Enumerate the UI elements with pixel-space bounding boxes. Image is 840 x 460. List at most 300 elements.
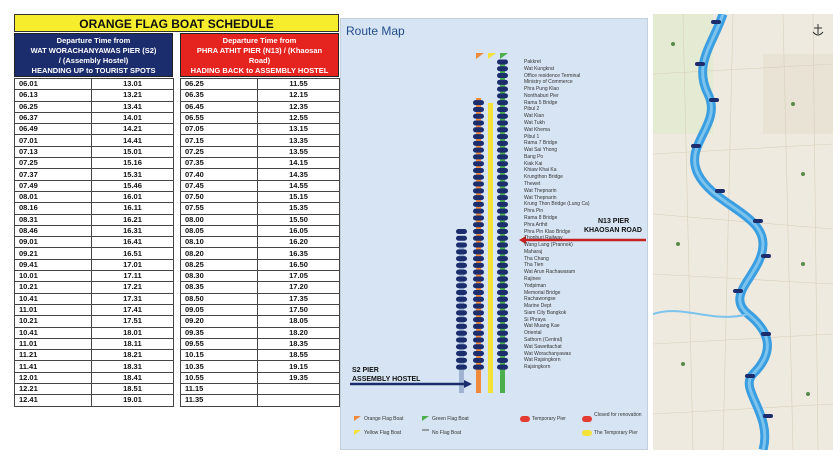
stop-marker xyxy=(497,148,508,153)
stop-marker xyxy=(497,141,508,146)
departure-time-early: 11.01 xyxy=(15,338,92,349)
departure-time-late: 18.31 xyxy=(92,361,174,372)
stop-marker xyxy=(473,283,484,288)
departure-time-early: 08.30 xyxy=(181,271,258,282)
legend-closed: Closed for renovation xyxy=(594,412,642,418)
legend-temp-pier: Temporary Pier xyxy=(532,416,566,422)
schedule-row xyxy=(15,214,174,225)
departure-time-early: 07.40 xyxy=(181,169,258,180)
stop-marker xyxy=(473,215,484,220)
left-header-line: / (Assembly Hostel) xyxy=(58,56,129,65)
departure-time-early: 08.50 xyxy=(181,293,258,304)
stop-marker xyxy=(473,100,484,105)
schedule-row xyxy=(181,338,340,349)
stop-marker xyxy=(497,283,508,288)
stop-marker xyxy=(456,344,467,349)
stop-marker xyxy=(473,229,484,234)
departure-time-late: 15.50 xyxy=(258,214,340,225)
stop-marker xyxy=(473,290,484,295)
schedule-row xyxy=(181,350,340,361)
stop-label: Wat Kian xyxy=(524,113,545,120)
departure-time-early: 12.01 xyxy=(15,372,92,383)
departure-time-late: 18.35 xyxy=(258,338,340,349)
route-lines xyxy=(340,18,648,450)
stop-label: Wat Khema xyxy=(524,126,550,133)
stop-label: Wat Rajsingkorn xyxy=(524,357,561,364)
stop-label: Kiak Kai xyxy=(524,160,543,167)
stop-label: Rama 5 Bridge xyxy=(524,99,558,106)
stop-marker xyxy=(473,154,484,159)
stop-label: Thonburi Railway xyxy=(524,235,563,242)
schedule-row xyxy=(15,316,174,327)
departure-time-early: 07.37 xyxy=(15,169,92,180)
schedule-row xyxy=(15,79,174,90)
stop-label: Oriental xyxy=(524,330,542,337)
stop-label: Wat Thepnarin xyxy=(524,194,557,201)
stop-label: Pibul 1 xyxy=(524,133,540,140)
departure-time-late: 17.35 xyxy=(258,293,340,304)
stop-marker xyxy=(497,304,508,309)
left-header-line: HEANDING UP to TOURIST SPOTS xyxy=(31,66,156,75)
departure-time-late: 16.20 xyxy=(258,237,340,248)
stop-marker xyxy=(473,107,484,112)
stop-marker xyxy=(497,168,508,173)
schedule-row xyxy=(15,395,174,406)
stop-label: Khiaw Khai Ka xyxy=(524,167,557,174)
stop-marker xyxy=(456,249,467,254)
schedule-row xyxy=(15,271,174,282)
stop-marker xyxy=(473,195,484,200)
stop-label: Rajinee xyxy=(524,275,541,282)
stop-label: Sathorn (Central) xyxy=(524,336,563,343)
schedule-row xyxy=(15,248,174,259)
stop-label: Tha Chang xyxy=(524,255,549,262)
departure-time-late: 15.31 xyxy=(92,169,174,180)
s2-arrow-head xyxy=(464,380,472,388)
schedule-row xyxy=(15,225,174,236)
stop-marker xyxy=(473,297,484,302)
stop-label: Thewet xyxy=(524,181,541,188)
stop-marker xyxy=(497,121,508,126)
stop-marker xyxy=(497,202,508,207)
schedule-row xyxy=(181,90,340,101)
stop-label: Wang Lang (Prannok) xyxy=(524,242,573,249)
schedule-row xyxy=(15,135,174,146)
schedule-row xyxy=(181,259,340,270)
schedule-row xyxy=(181,282,340,293)
schedule-row xyxy=(181,384,340,395)
departure-time-late: 18.55 xyxy=(258,350,340,361)
legend-orange-flag-icon xyxy=(354,416,361,421)
s2-label: S2 PIER xyxy=(352,367,379,374)
departure-time-late: 18.41 xyxy=(92,372,174,383)
orange-flag-icon xyxy=(476,53,484,59)
departure-time-late: 13.55 xyxy=(258,146,340,157)
departure-time-early: 07.25 xyxy=(181,146,258,157)
departure-time-late: 13.21 xyxy=(92,90,174,101)
departure-time-late: 17.21 xyxy=(92,282,174,293)
departure-time-early: 07.13 xyxy=(15,146,92,157)
schedule-title: ORANGE FLAG BOAT SCHEDULE xyxy=(14,14,339,32)
city-map xyxy=(653,14,833,450)
legend-yellow-flag-icon xyxy=(354,430,361,435)
stop-marker xyxy=(497,127,508,132)
stop-marker xyxy=(456,256,467,261)
stop-marker xyxy=(473,127,484,132)
stop-label: Wat Sai Yhong xyxy=(524,147,558,154)
stop-marker xyxy=(497,324,508,329)
route-map-title: Route Map xyxy=(346,24,405,38)
schedule-row xyxy=(181,327,340,338)
stop-marker xyxy=(456,310,467,315)
stop-marker xyxy=(456,304,467,309)
departure-time-late: 17.51 xyxy=(92,316,174,327)
stop-marker xyxy=(456,351,467,356)
stop-marker xyxy=(456,297,467,302)
departure-time-early: 06.45 xyxy=(181,101,258,112)
stop-marker xyxy=(473,331,484,336)
departure-time-late xyxy=(258,384,340,395)
stop-label: Nonthaburi Pier xyxy=(524,92,559,99)
stop-marker xyxy=(473,134,484,139)
departure-time-late: 17.20 xyxy=(258,282,340,293)
stop-label: Wat Worachanyawas xyxy=(524,350,571,357)
departure-time-late: 14.55 xyxy=(258,180,340,191)
stop-marker xyxy=(456,358,467,363)
departure-time-early: 10.21 xyxy=(15,282,92,293)
stop-marker xyxy=(473,175,484,180)
stop-marker xyxy=(497,297,508,302)
departure-time-early: 11.35 xyxy=(181,395,258,406)
stop-marker xyxy=(497,182,508,187)
green-flag-icon xyxy=(500,53,508,59)
right-column-header xyxy=(180,33,339,77)
schedule-row xyxy=(15,146,174,157)
stop-label: Marine Dept xyxy=(524,303,552,310)
right-header-line: HADING BACK to ASSEMBLY HOSTEL xyxy=(190,66,329,75)
departure-time-late: 18.20 xyxy=(258,327,340,338)
departure-time-early: 06.01 xyxy=(15,79,92,90)
stop-marker xyxy=(497,100,508,105)
legend-temp-pier2-icon xyxy=(582,430,592,436)
stop-marker xyxy=(497,249,508,254)
departure-time-late: 18.05 xyxy=(258,316,340,327)
schedule-row xyxy=(181,316,340,327)
stop-marker xyxy=(456,263,467,268)
stop-label: Wat Tukh xyxy=(524,120,545,127)
legend-temp-pier2: The Temporary Pier xyxy=(594,430,638,436)
departure-time-early: 07.55 xyxy=(181,203,258,214)
stop-marker xyxy=(473,310,484,315)
legend-green: Green Flag Boat xyxy=(432,416,469,422)
schedule-row xyxy=(181,304,340,315)
departure-time-early: 11.21 xyxy=(15,350,92,361)
departure-time-early: 12.41 xyxy=(15,395,92,406)
stop-marker xyxy=(497,195,508,200)
schedule-row xyxy=(181,135,340,146)
stop-marker xyxy=(497,351,508,356)
departure-time-early: 12.21 xyxy=(15,384,92,395)
n13-label: N13 PIER xyxy=(598,218,630,225)
legend-closed-icon xyxy=(582,416,592,422)
stop-marker xyxy=(497,337,508,342)
departure-time-early: 10.01 xyxy=(15,271,92,282)
departure-time-early: 10.41 xyxy=(15,327,92,338)
departure-time-early: 10.15 xyxy=(181,350,258,361)
s2-sublabel: ASSEMBLY HOSTEL xyxy=(352,376,421,383)
departure-time-early: 07.35 xyxy=(181,158,258,169)
departure-time-early: 10.21 xyxy=(15,316,92,327)
stop-marker xyxy=(473,114,484,119)
departure-time-late: 16.35 xyxy=(258,248,340,259)
stop-label: Wat Muang Kae xyxy=(524,323,560,330)
stop-marker xyxy=(497,229,508,234)
stop-marker xyxy=(473,121,484,126)
stop-label: Rama 8 Bridge xyxy=(524,214,558,221)
departure-time-late: 14.41 xyxy=(92,135,174,146)
stop-marker xyxy=(497,66,508,71)
stop-marker xyxy=(456,290,467,295)
schedule-row xyxy=(181,180,340,191)
departure-time-late: 17.31 xyxy=(92,293,174,304)
departure-time-early: 08.46 xyxy=(15,225,92,236)
stop-marker xyxy=(497,73,508,78)
stop-marker xyxy=(473,161,484,166)
stop-marker xyxy=(497,93,508,98)
stop-label: Wat Sawettachat xyxy=(524,343,562,350)
departure-time-late: 14.15 xyxy=(258,158,340,169)
stop-marker xyxy=(456,236,467,241)
departure-time-late: 18.21 xyxy=(92,350,174,361)
stop-marker xyxy=(497,358,508,363)
right-header-line: Departure Time from xyxy=(222,36,297,45)
schedule-row xyxy=(181,271,340,282)
schedule-row xyxy=(15,90,174,101)
stop-marker xyxy=(473,148,484,153)
departure-time-early: 06.55 xyxy=(181,112,258,123)
departure-time-early: 06.35 xyxy=(181,90,258,101)
departure-time-early: 06.13 xyxy=(15,90,92,101)
stop-marker xyxy=(473,222,484,227)
stop-marker xyxy=(497,263,508,268)
stop-marker xyxy=(473,324,484,329)
departure-time-late: 13.35 xyxy=(258,135,340,146)
departure-time-early: 09.20 xyxy=(181,316,258,327)
stop-marker xyxy=(473,270,484,275)
stop-marker xyxy=(473,337,484,342)
schedule-row xyxy=(15,259,174,270)
departure-time-late: 17.05 xyxy=(258,271,340,282)
departure-time-early: 10.41 xyxy=(15,293,92,304)
departure-time-late: 18.51 xyxy=(92,384,174,395)
stop-marker xyxy=(497,290,508,295)
stop-marker xyxy=(497,317,508,322)
schedule-row xyxy=(181,248,340,259)
departure-time-early: 09.41 xyxy=(15,259,92,270)
stop-label: Phra Pin xyxy=(524,208,544,215)
departure-time-late: 14.21 xyxy=(92,124,174,135)
departure-time-late: 18.01 xyxy=(92,327,174,338)
departure-time-early: 07.05 xyxy=(181,124,258,135)
stop-label: Yodpiman xyxy=(524,282,547,289)
yellow-line xyxy=(488,103,493,393)
departure-time-early: 08.00 xyxy=(181,214,258,225)
stop-label: Phra Pin Klao Bridge xyxy=(524,228,571,235)
stop-marker xyxy=(497,215,508,220)
departure-time-early: 06.25 xyxy=(181,79,258,90)
stop-label: Si Phraya xyxy=(524,316,546,323)
departure-time-late: 17.50 xyxy=(258,304,340,315)
schedule-row xyxy=(15,112,174,123)
schedule-row xyxy=(181,158,340,169)
left-header-line: Departure Time from xyxy=(56,36,131,45)
departure-time-early: 09.05 xyxy=(181,304,258,315)
schedule-row xyxy=(15,372,174,383)
stop-marker xyxy=(473,209,484,214)
departure-time-early: 08.10 xyxy=(181,237,258,248)
schedule-row xyxy=(15,384,174,395)
schedule-row xyxy=(181,191,340,202)
schedule-row xyxy=(181,361,340,372)
departure-time-late: 15.46 xyxy=(92,180,174,191)
stop-marker xyxy=(497,107,508,112)
departure-time-late: 16.31 xyxy=(92,225,174,236)
stop-marker xyxy=(456,324,467,329)
departure-time-late: 19.35 xyxy=(258,372,340,383)
stop-marker xyxy=(473,351,484,356)
departure-time-early: 11.15 xyxy=(181,384,258,395)
stop-marker xyxy=(497,188,508,193)
schedule-row xyxy=(15,237,174,248)
stop-label: Rachawongse xyxy=(524,296,556,303)
departure-time-early: 08.16 xyxy=(15,203,92,214)
schedule-row xyxy=(181,293,340,304)
schedule-row xyxy=(181,372,340,383)
stop-marker xyxy=(473,365,484,370)
departure-time-early: 06.49 xyxy=(15,124,92,135)
stop-label: Office residence Terminal xyxy=(524,72,581,79)
schedule-row xyxy=(15,180,174,191)
stop-marker xyxy=(497,344,508,349)
departure-time-late: 12.15 xyxy=(258,90,340,101)
right-header-line: PHRA ATHIT PIER (N13) / (Khaosan xyxy=(196,46,323,55)
stop-label: Bang Po xyxy=(524,153,544,160)
departure-time-early: 07.01 xyxy=(15,135,92,146)
stop-marker xyxy=(473,263,484,268)
departure-time-late xyxy=(258,395,340,406)
schedule-row xyxy=(15,101,174,112)
departure-time-early: 09.55 xyxy=(181,338,258,349)
stop-label: Rama 7 Bridge xyxy=(524,140,558,147)
departure-time-early: 07.50 xyxy=(181,191,258,202)
departure-time-late: 16.50 xyxy=(258,259,340,270)
stop-marker xyxy=(497,175,508,180)
stop-label: Tha Tien xyxy=(524,262,544,269)
schedule-row xyxy=(15,327,174,338)
departure-time-early: 08.01 xyxy=(15,191,92,202)
stop-label: Siam City Bangkok xyxy=(524,309,567,316)
schedule-row xyxy=(181,237,340,248)
stop-marker xyxy=(456,317,467,322)
stop-label: Ministry of Commerce xyxy=(524,79,573,86)
departure-time-late: 11.55 xyxy=(258,79,340,90)
stop-marker xyxy=(473,344,484,349)
departure-time-late: 16.05 xyxy=(258,225,340,236)
stop-marker xyxy=(497,154,508,159)
departure-time-late: 15.01 xyxy=(92,146,174,157)
stop-label: Wat Arun Rachawaram xyxy=(524,269,576,276)
schedule-row xyxy=(15,169,174,180)
departure-time-late: 19.15 xyxy=(258,361,340,372)
schedule-row xyxy=(15,361,174,372)
stop-marker xyxy=(456,283,467,288)
stop-marker xyxy=(497,222,508,227)
schedule-row xyxy=(15,293,174,304)
schedule-row xyxy=(15,158,174,169)
legend-orange: Orange Flag Boat xyxy=(364,416,404,422)
stop-marker xyxy=(456,243,467,248)
schedule-row xyxy=(15,124,174,135)
stop-marker xyxy=(473,256,484,261)
left-column-header xyxy=(14,33,173,77)
stop-marker xyxy=(456,365,467,370)
departure-time-early: 07.25 xyxy=(15,158,92,169)
stop-marker xyxy=(473,243,484,248)
schedule-row xyxy=(181,169,340,180)
departure-time-early: 08.31 xyxy=(15,214,92,225)
stop-marker xyxy=(456,229,467,234)
departure-time-late: 18.11 xyxy=(92,338,174,349)
departure-time-early: 10.55 xyxy=(181,372,258,383)
departure-time-early: 09.35 xyxy=(181,327,258,338)
stop-label: Wat Kungkrat xyxy=(524,65,555,72)
schedule-row xyxy=(181,214,340,225)
legend-green-flag-icon xyxy=(422,416,429,421)
departure-time-early: 11.01 xyxy=(15,304,92,315)
stop-marker xyxy=(473,182,484,187)
stop-marker xyxy=(473,236,484,241)
departure-time-late: 19.01 xyxy=(92,395,174,406)
schedule-row xyxy=(181,124,340,135)
stop-marker xyxy=(497,209,508,214)
yellow-flag-icon xyxy=(488,53,496,59)
departure-time-early: 08.20 xyxy=(181,248,258,259)
stop-marker xyxy=(456,270,467,275)
departure-time-late: 13.41 xyxy=(92,101,174,112)
city-map-graphic xyxy=(653,14,833,450)
departure-time-early: 09.21 xyxy=(15,248,92,259)
schedule-row xyxy=(181,146,340,157)
departure-time-late: 12.35 xyxy=(258,101,340,112)
stop-marker xyxy=(497,161,508,166)
stop-marker xyxy=(456,276,467,281)
stop-marker xyxy=(497,60,508,65)
left-schedule-table xyxy=(14,78,174,407)
stop-marker xyxy=(497,276,508,281)
departure-time-late: 15.16 xyxy=(92,158,174,169)
stop-marker xyxy=(497,270,508,275)
stop-label: Krungthon Bridge xyxy=(524,174,563,181)
green-line xyxy=(500,63,505,393)
departure-time-late: 13.01 xyxy=(92,79,174,90)
departure-time-early: 11.41 xyxy=(15,361,92,372)
departure-time-late: 17.41 xyxy=(92,304,174,315)
schedule-row xyxy=(181,79,340,90)
stop-marker xyxy=(497,256,508,261)
departure-time-late: 16.51 xyxy=(92,248,174,259)
legend-temp-pier-icon xyxy=(520,416,530,422)
stop-marker xyxy=(456,337,467,342)
